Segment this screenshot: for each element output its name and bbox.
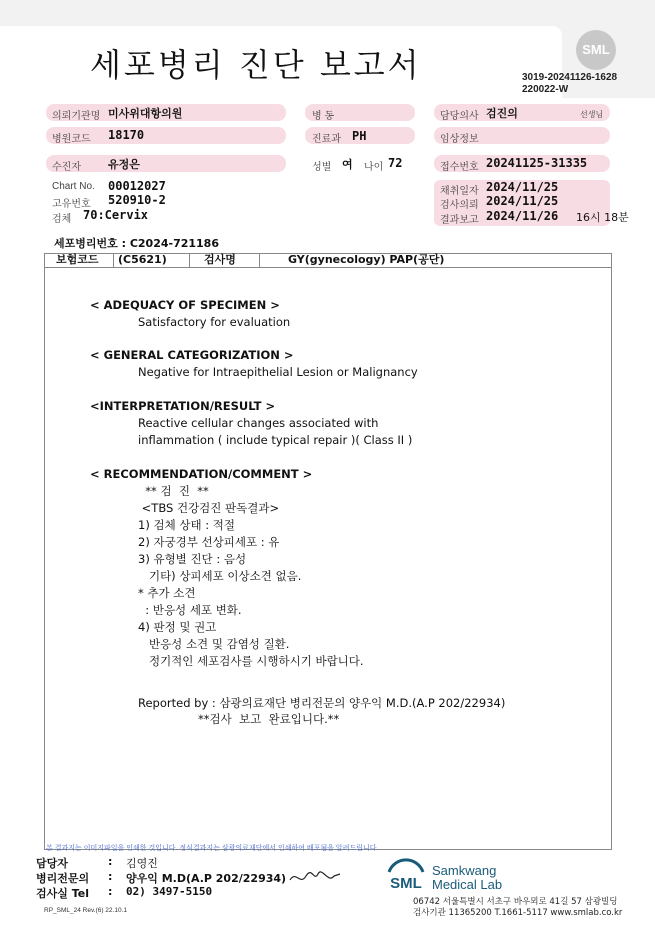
chart-value: 00012027 [108, 179, 166, 193]
rec-line: * 추가 소견 [138, 586, 196, 600]
adequacy-text: Satisfactory for evaluation [138, 315, 291, 329]
disclaimer: 본 결과지는 이미지파일을 인쇄한 것입니다. 정식결과지는 삼광의료재단에서 인쇄하여 배포됨을 알려드립니다. [46, 845, 379, 852]
report-box [44, 253, 612, 850]
clinical-label: 임상정보 [440, 134, 479, 145]
age-label: 나이 [364, 162, 384, 173]
test-header-row [44, 253, 612, 268]
hospital-code-label: 병원코드 [52, 134, 91, 145]
institution-label: 의뢰기관명 [52, 111, 101, 122]
doctor-suffix: 선생님 [580, 110, 604, 119]
sml-logo: SML [576, 30, 616, 70]
reported-by: Reported by : 삼광의료재단 병리전문의 양우익 M.D.(A.P 202/22934) [138, 696, 506, 710]
rec-line: : 반응성 세포 변화. [138, 603, 242, 617]
rec-line: ** 검 진 ** [138, 484, 209, 498]
company-name-1: Samkwang [432, 863, 497, 878]
requested-value: 2024/11/25 [486, 194, 559, 208]
general-title: < GENERAL CATEGORIZATION > [90, 348, 294, 362]
specimen-value: 70:Cervix [83, 208, 149, 222]
interpretation-text-2: inflammation ( include typical repair )( Class II ) [138, 433, 413, 447]
specimen-label: 검체 [52, 214, 72, 225]
reported-value: 2024/11/26 [486, 209, 559, 223]
rec-line: 1) 검체 상태 : 적절 [138, 518, 235, 532]
dept-value: PH [352, 129, 367, 143]
doctor-label: 담당의사 [440, 111, 479, 122]
report-complete: **검사 보고 완료입니다.** [198, 712, 340, 726]
rec-line: 반응성 소견 및 감염성 질환. [138, 637, 290, 651]
company-license: 검사기관 11365200 T.1661-5117 www.smlab.co.kr [413, 908, 623, 918]
insurance-label: 보험코드 [44, 253, 114, 267]
dept-label: 진료과 [312, 134, 341, 145]
unique-value: 520910-2 [108, 193, 166, 207]
unique-label: 고유번호 [52, 199, 91, 210]
signature [288, 868, 342, 890]
requested-label: 검사의뢰 [440, 200, 479, 211]
age-value: 72 [388, 156, 403, 170]
collected-value: 2024/11/25 [486, 180, 559, 194]
patient-label: 수진자 [52, 162, 81, 173]
tel-value: 02) 3497-5150 [126, 885, 213, 898]
doctor-value: 검진의 [486, 107, 518, 120]
interpretation-text-1: Reactive cellular changes associated with [138, 416, 379, 430]
manager-label: 담당자 [36, 857, 68, 870]
pathologist-label: 병리전문의 [36, 872, 90, 885]
document-number-suffix: 220022-W [522, 84, 569, 95]
rec-line: <TBS 건강검진 판독결과> [138, 501, 280, 515]
company-address: 06742 서울특별시 서초구 바우뫼로 41길 57 삼광빌딩 [413, 897, 618, 907]
rec-line: 3) 유형별 진단 : 음성 [138, 552, 247, 566]
company-logo-icon [385, 858, 427, 900]
hospital-code-value: 18170 [108, 128, 145, 142]
interpretation-title: <INTERPRETATION/RESULT > [90, 399, 276, 413]
rec-line: 정기적인 세포검사를 시행하시기 바랍니다. [138, 654, 364, 668]
reported-time: 16시 18분 [576, 211, 629, 224]
patient-pill [46, 155, 286, 172]
company-name [432, 864, 502, 892]
receipt-value: 20241125-31335 [486, 156, 588, 170]
page-title: 세포병리 진단 보고서 [90, 46, 422, 84]
company-name-2: Medical Lab [432, 877, 503, 892]
ward-label: 병 동 [312, 111, 335, 122]
sex-value: 여 [342, 158, 353, 171]
recommendation-title: < RECOMMENDATION/COMMENT > [90, 467, 313, 481]
institution-value: 미사위대항의원 [108, 107, 183, 120]
rec-line: 4) 판정 및 권고 [138, 620, 217, 634]
chart-label: Chart No. [52, 181, 95, 192]
insurance-code: (C5621) [114, 253, 190, 267]
collected-label: 채취일자 [440, 186, 479, 197]
manager-value: 김영진 [126, 857, 158, 870]
general-text: Negative for Intraepithelial Lesion or Malignancy [138, 365, 418, 379]
receipt-label: 접수번호 [440, 162, 479, 173]
test-name: GY(gynecology) PAP(공단) [288, 253, 445, 266]
adequacy-title: < ADEQUACY OF SPECIMEN > [90, 298, 280, 312]
pathologist-value: 양우익 M.D(A.P 202/22934) [126, 872, 287, 885]
tel-colon: : [108, 885, 113, 898]
rec-line: 2) 자궁경부 선상피세포 : 유 [138, 535, 280, 549]
test-label: 검사명 [190, 253, 260, 267]
reported-label: 결과보고 [440, 215, 479, 226]
tel-label: 검사실 Tel [36, 887, 89, 900]
rec-line: 기타) 상피세포 이상소견 없음. [138, 569, 302, 583]
pathology-number: 세포병리번호 : C2024-721186 [54, 237, 219, 250]
patient-name: 유정은 [108, 158, 140, 171]
document-number: 3019-20241126-1628 [522, 72, 618, 83]
manager-colon: : [108, 855, 113, 868]
pathologist-colon: : [108, 870, 113, 883]
sex-label: 성별 [312, 162, 332, 173]
company-logo-text: SML [390, 875, 422, 892]
form-number: RP_SML_24 Rev.(6) 22.10.1 [44, 907, 127, 914]
